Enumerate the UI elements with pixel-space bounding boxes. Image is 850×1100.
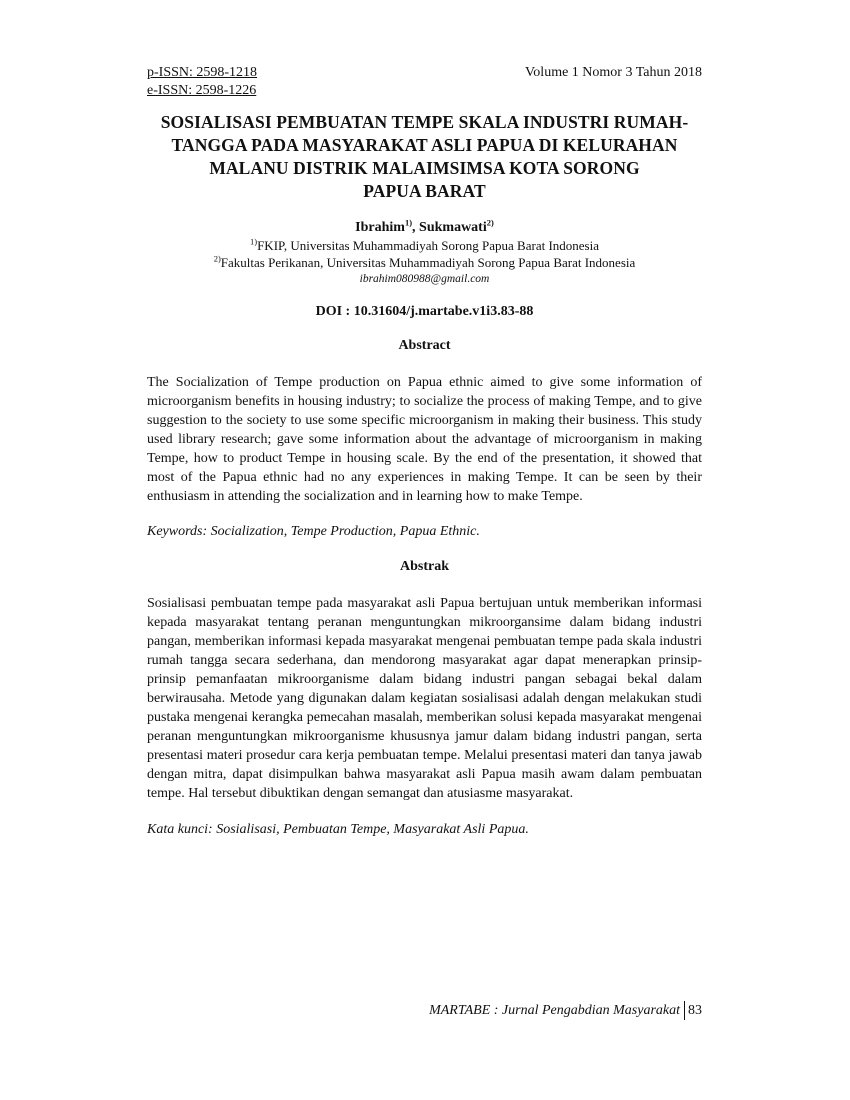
doi: DOI : 10.31604/j.martabe.v1i3.83-88 — [315, 304, 534, 319]
affiliation-text: Fakultas Perikanan, Universitas Muhammadiyah Sorong Papua Barat Indonesia — [220, 255, 636, 270]
author-name: Ibrahim — [355, 220, 405, 235]
abstract-body: The Socialization of Tempe production on Papua ethnic aimed to give some information of microorganism benefits in housing industry; to socialize the process of making Tempe, and to give suggestion to the society to use some specific microorganism in making their business. This study used library research; gave some information about the advantage of microorganism in making Tempe, how to product Tempe in housing scale. By the end of the presentation, it showed that most of the Papua ethnic had no any experiences in making Tempe. It can be seen by their enthusiasm in attending the socialization and in learning how to make Tempe. — [147, 375, 702, 504]
paper-title — [147, 111, 702, 203]
page-header — [147, 64, 702, 100]
issn-block — [147, 64, 257, 100]
affiliation-superscript: 1) — [249, 236, 258, 247]
p-issn: p-ISSN: 2598-1218 — [147, 65, 258, 80]
abstrak-keywords: Kata kunci: Sosialisasi, Pembuatan Tempe, Masyarakat Asli Papua. — [147, 822, 529, 837]
affiliation — [147, 237, 702, 254]
footer-divider — [684, 1001, 685, 1020]
author-name: Sukmawati — [419, 220, 487, 235]
abstract-keywords: Keywords: Socialization, Tempe Production, Papua Ethnic. — [147, 524, 480, 539]
author-email: ibrahim080988@gmail.com — [359, 273, 490, 285]
title-line: TANGGA PADA MASYARAKAT ASLI PAPUA DI KELURAHAN — [171, 135, 678, 155]
title-line: PAPUA BARAT — [363, 181, 486, 201]
page-number: 83 — [688, 1003, 702, 1018]
author-superscript: 2) — [486, 217, 494, 228]
title-line: SOSIALISASI PEMBUATAN TEMPE SKALA INDUSTRI RUMAH- — [160, 112, 689, 132]
page-footer — [147, 1001, 702, 1021]
e-issn: e-ISSN: 2598-1226 — [147, 83, 257, 98]
journal-name: MARTABE : Jurnal Pengabdian Masyarakat — [429, 1003, 680, 1018]
paper-page — [147, 64, 702, 839]
authors — [147, 219, 702, 237]
author-superscript: 1) — [404, 217, 413, 228]
abstrak-body: Sosialisasi pembuatan tempe pada masyarakat asli Papua bertujuan untuk memberikan informasi kepada masyarakat tentang peranan menguntungkan mikroorgansime dalam bidang industri pangan, memberikan informasi kepada masyarakat mengenai pembuatan tempe pada skala industri rumah tangga secara sederhana, dan mendorong masyarakat agar dapat menerapkan prinsip-prinsip pemanfaatan mikroorganisme dalam bidang industri pangan sebagai bekal dalam berwirausaha. Metode yang digunakan dalam kegiatan sosialisasi adalah dengan melakukan studi pustaka mengenai kerangka pemecahan masalah, memberikan solusi kepada masyarakat mengenai peranan menguntungkan mikroorganisme khususnya jamur dalam bidang industri pangan, serta presentasi materi prosedur cara kerja pembuatan tempe. Melalui presentasi materi dan tanya jawab dengan mitra, dapat disimpulkan bahwa masyarakat asli Papua masih awam dalam pembuatan tempe. Hal tersebut dibuktikan dengan semangat dan atusiasme masyarakat. — [147, 596, 702, 801]
author-separator: , — [412, 220, 420, 235]
abstract-heading: Abstract — [398, 338, 451, 353]
title-line: MALANU DISTRIK MALAIMSIMSA KOTA SORONG — [209, 158, 640, 178]
affiliation-text: FKIP, Universitas Muhammadiyah Sorong Papua Barat Indonesia — [257, 238, 600, 253]
affiliation — [147, 254, 702, 271]
abstrak-heading: Abstrak — [399, 559, 449, 574]
affiliation-superscript: 2) — [213, 253, 221, 264]
volume-info: Volume 1 Nomor 3 Tahun 2018 — [525, 65, 702, 80]
